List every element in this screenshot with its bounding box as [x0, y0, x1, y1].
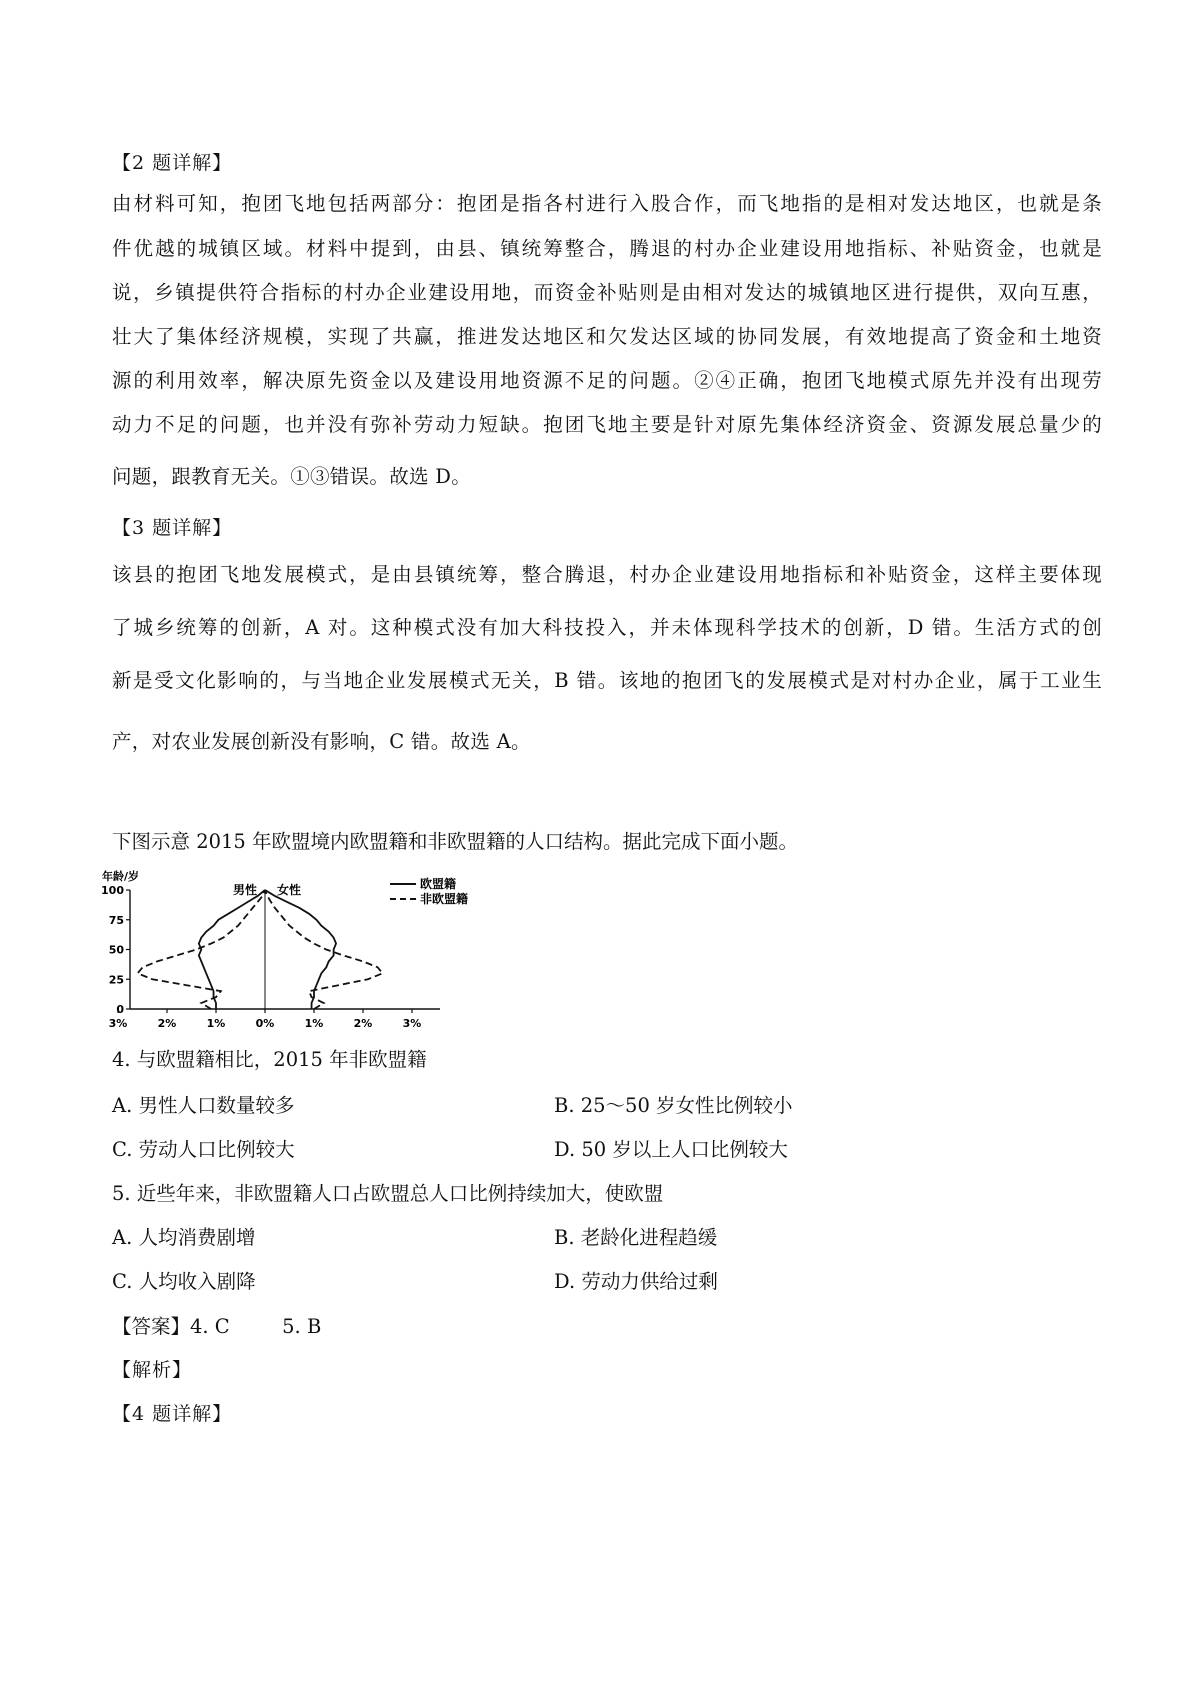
- q5-option-d[interactable]: D. 劳动力供给过剩: [554, 1270, 718, 1293]
- legend-label-eu: 欧盟籍: [420, 877, 457, 891]
- series-eu-male-line: [199, 890, 265, 1009]
- q2-line-5: 源的利用效率，解决原先资金以及建设用地资源不足的问题。②④正确，抱团飞地模式原先并没有出现劳: [112, 369, 1102, 392]
- y-tick-label: 50: [108, 943, 124, 957]
- answer-5: 5. B: [282, 1315, 322, 1338]
- question-intro: 下图示意 2015 年欧盟境内欧盟籍和非欧盟籍的人口结构。据此完成下面小题。: [112, 830, 799, 853]
- male-label: 男性: [232, 883, 257, 897]
- q2-line-3: 说，乡镇提供符合指标的村办企业建设用地，而资金补贴则是由相对发达的城镇地区进行提供，双向互惠，: [112, 281, 1102, 304]
- q2-line-1: 由材料可知，抱团飞地包括两部分：抱团是指各村进行入股合作，而飞地指的是相对发达地区，也就是条: [112, 192, 1102, 215]
- legend-label-non-eu: 非欧盟籍: [420, 892, 469, 906]
- q2-detail-heading: 【2 题详解】: [112, 152, 233, 174]
- q5-option-c[interactable]: C. 人均收入剧降: [112, 1270, 256, 1293]
- y-axis-label: 年龄/岁: [102, 870, 140, 883]
- y-tick-label: 75: [108, 913, 124, 927]
- x-tick-label: 3%: [108, 1017, 128, 1030]
- q2-line-2: 件优越的城镇区域。材料中提到，由县、镇统筹整合，腾退的村办企业建设用地指标、补贴资金，也就是: [112, 237, 1102, 260]
- q3-line-2: 了城乡统筹的创新，A 对。这种模式没有加大科技投入，并未体现科学技术的创新，D 错。生活方式的创: [112, 616, 1102, 639]
- chart-labels: [101, 869, 468, 1030]
- q4-stem: 4. 与欧盟籍相比，2015 年非欧盟籍: [112, 1048, 427, 1071]
- population-pyramid-chart: [100, 862, 500, 1032]
- x-tick-label: 2%: [353, 1017, 373, 1030]
- q4-option-d[interactable]: D. 50 岁以上人口比例较大: [554, 1138, 788, 1161]
- y-tick-label: 100: [101, 884, 124, 897]
- q5-option-b[interactable]: B. 老龄化进程趋缓: [554, 1226, 718, 1249]
- q3-line-4: 产，对农业发展创新没有影响，C 错。故选 A。: [112, 730, 531, 753]
- q5-option-a[interactable]: A. 人均消费剧增: [112, 1226, 256, 1249]
- q4-option-b[interactable]: B. 25～50 岁女性比例较小: [554, 1094, 793, 1117]
- answer-4: 【答案】4. C: [112, 1315, 230, 1338]
- q3-line-3: 新是受文化影响的，与当地企业发展模式无关，B 错。该地的抱团飞的发展模式是对村办企业，属于工业生: [112, 669, 1102, 692]
- q3-line-1: 该县的抱团飞地发展模式，是由县镇统筹，整合腾退，村办企业建设用地指标和补贴资金，这样主要体现: [112, 563, 1102, 586]
- female-label: 女性: [277, 883, 302, 897]
- q4-option-a[interactable]: A. 男性人口数量较多: [112, 1094, 295, 1117]
- q4-option-c[interactable]: C. 劳动人口比例较大: [112, 1138, 295, 1161]
- chart-series: [138, 890, 383, 1009]
- answer-line: [112, 1311, 321, 1339]
- y-tick-label: 25: [108, 973, 124, 987]
- q5-stem: 5. 近些年来，非欧盟籍人口占欧盟总人口比例持续加大，使欧盟: [112, 1182, 664, 1205]
- x-tick-label: 2%: [157, 1017, 177, 1030]
- chart-axes: [118, 890, 440, 1013]
- q3-detail-heading: 【3 题详解】: [112, 517, 233, 539]
- q2-line-7: 问题，跟教育无关。①③错误。故选 D。: [112, 465, 472, 488]
- x-tick-label: 0%: [255, 1017, 275, 1030]
- q2-line-6: 动力不足的问题，也并没有弥补劳动力短缺。抱团飞地主要是针对原先集体经济资金、资源发展总量少的: [112, 413, 1102, 436]
- q4-detail-heading: 【4 题详解】: [112, 1403, 233, 1425]
- q2-line-4: 壮大了集体经济规模，实现了共赢，推进发达地区和欠发达区域的协同发展，有效地提高了资金和土地资: [112, 325, 1102, 348]
- x-tick-label: 1%: [206, 1017, 226, 1030]
- x-tick-label: 1%: [304, 1017, 324, 1030]
- x-tick-label: 3%: [402, 1017, 422, 1030]
- analysis-heading: 【解析】: [112, 1359, 193, 1381]
- series-non-eu-female-line: [265, 890, 383, 1009]
- y-tick-label: 0: [116, 1003, 124, 1016]
